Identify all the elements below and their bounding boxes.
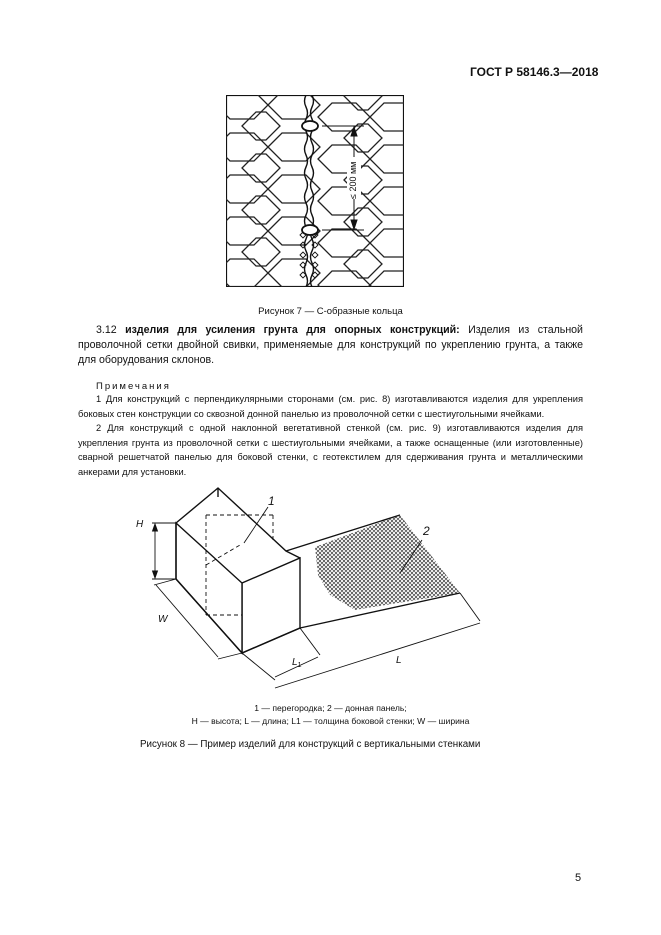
label-part-2: 2	[423, 524, 430, 538]
figure-7-caption: Рисунок 7 — С-образные кольца	[258, 306, 403, 317]
label-l: L	[396, 655, 402, 666]
section-number: 3.12	[96, 324, 117, 336]
document-standard-number: ГОСТ Р 58146.3—2018	[470, 65, 599, 79]
page-number: 5	[575, 872, 582, 884]
figure-7-mesh-drawing	[226, 95, 404, 287]
section-definition: Изделия из стальной проволочной сетки двойной свивки, применяемые для конструкций по укреплению грунта, а также для оборудования склонов.	[78, 324, 583, 366]
label-l1: $L_1$	[292, 657, 302, 669]
figure-8-legend-line-1: 1 — перегородка; 2 — донная панель;	[254, 703, 407, 713]
figure-8-legend-line-2: H — высота; L — длина; L1 — толщина боковой стенки; W — ширина	[191, 716, 470, 726]
label-part-1: 1	[268, 494, 275, 508]
figure-8-isometric-drawing	[130, 485, 500, 690]
box-structure	[176, 488, 300, 653]
dimension-label: ≤ 200 мм	[348, 161, 358, 199]
section-3-12	[78, 323, 583, 368]
label-h: H	[136, 519, 144, 530]
label-w: W	[158, 614, 168, 625]
bottom-panel-mesh	[315, 515, 460, 610]
notes-title: Примечания	[96, 381, 171, 392]
note-2: 2 Для конструкций с одной наклонной вегетативной стенкой (см. рис. 9) изготавливаются изделия для укрепления грунта из проволочной сетки с шестиугольными ячейками, а также оснащенные (или изготовленные) сварной решетчатой панелью для боковой стенки, с геотекстилем для сдерживания грунта и металлическими анкерами для установки.	[78, 423, 583, 477]
section-term: изделия для усиления грунта для опорных конструкций:	[125, 324, 460, 336]
note-1: 1 Для конструкций с перпендикулярными сторонами (см. рис. 8) изготавливаются изделия для укрепления боковых стен конструкции со сквозной донной панелью из проволочной сетки с шестиугольными ячейками.	[78, 394, 583, 419]
figure-8-caption: Рисунок 8 — Пример изделий для конструкций с вертикальными стенками	[140, 739, 481, 750]
